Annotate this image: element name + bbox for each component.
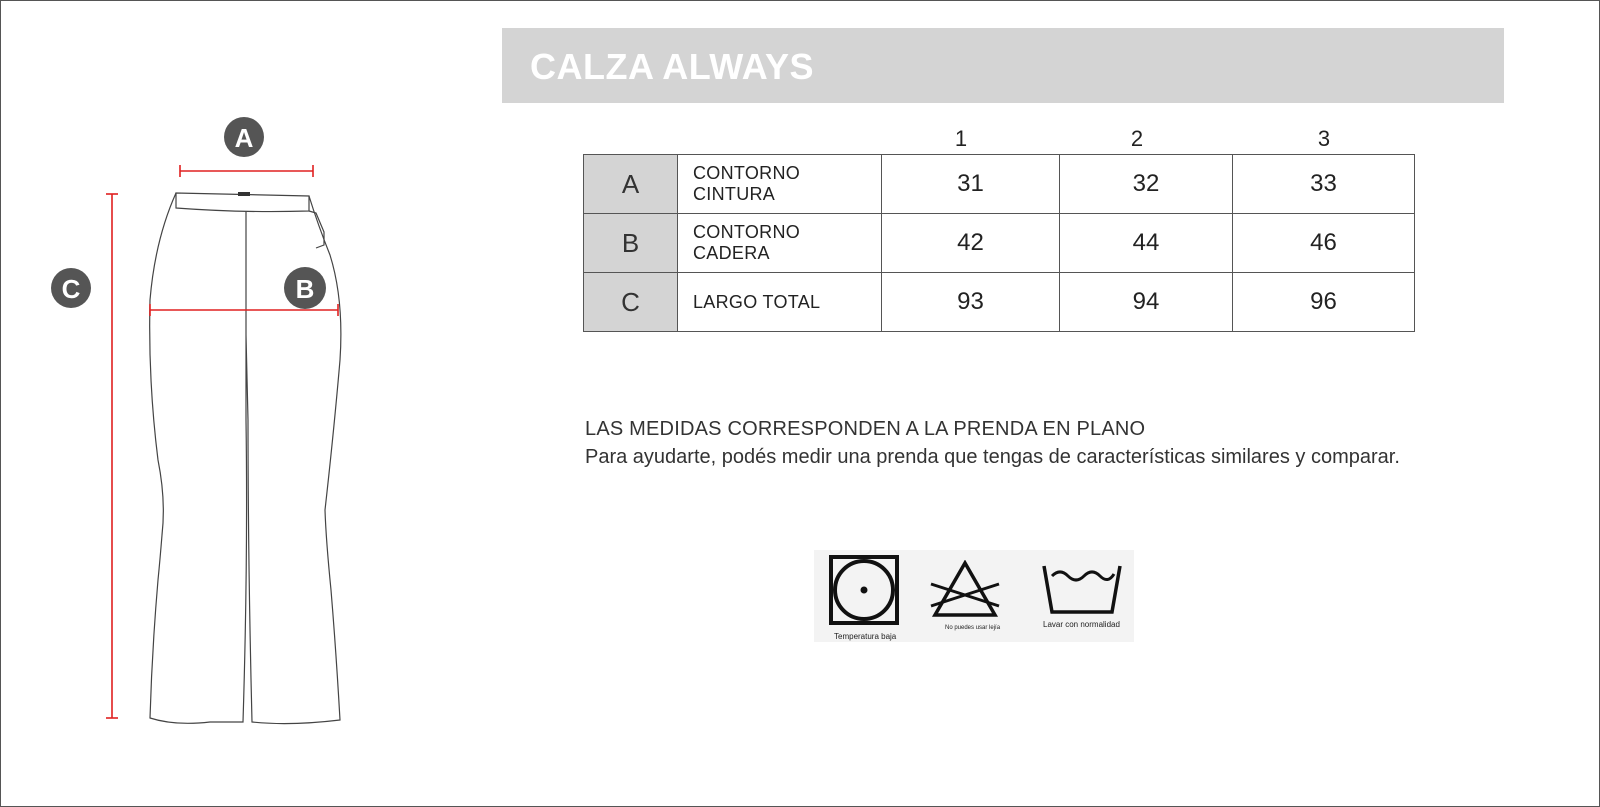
- size-value: 96: [1233, 273, 1415, 332]
- no-bleach-icon: [929, 560, 1001, 623]
- row-letter: B: [584, 214, 678, 273]
- title-bar: [502, 28, 1504, 103]
- marker-c: [51, 268, 91, 308]
- measurement-note-text: Para ayudarte, podés medir una prenda que tengas de características similares y comparar.: [585, 446, 1400, 468]
- size-value: 32: [1060, 155, 1233, 214]
- machine-wash-icon: [1042, 562, 1122, 621]
- care-label: Lavar con normalidad: [1043, 620, 1120, 629]
- care-instructions: [814, 550, 1134, 642]
- measurement-note-heading: LAS MEDIDAS CORRESPONDEN A LA PRENDA EN PLANO: [585, 418, 1146, 440]
- row-letter: A: [584, 155, 678, 214]
- page-title: CALZA ALWAYS: [530, 46, 815, 87]
- marker-b: [284, 267, 326, 309]
- pants-diagram: [0, 0, 500, 807]
- table-row: [584, 273, 1415, 332]
- marker-a: [224, 117, 264, 157]
- size-value: 44: [1060, 214, 1233, 273]
- table-row: [584, 155, 1415, 214]
- row-label: CONTORNO CADERA: [678, 214, 882, 273]
- table-row: [584, 214, 1415, 273]
- row-letter: C: [584, 273, 678, 332]
- row-label: LARGO TOTAL: [678, 273, 882, 332]
- care-label: Temperatura baja: [834, 632, 897, 641]
- svg-text:C: C: [61, 274, 81, 304]
- size-value: 94: [1060, 273, 1233, 332]
- size-value: 93: [882, 273, 1060, 332]
- tumble-dry-low-icon: [828, 554, 900, 631]
- row-label: CONTORNO CINTURA: [678, 155, 882, 214]
- size-table: [583, 154, 1415, 332]
- size-value: 33: [1233, 155, 1415, 214]
- svg-text:A: A: [234, 123, 254, 153]
- size-column-header: 1: [954, 126, 968, 151]
- svg-text:B: B: [295, 274, 315, 304]
- measure-lines: [106, 165, 338, 718]
- size-value: 42: [882, 214, 1060, 273]
- size-value: 31: [882, 155, 1060, 214]
- care-label: No puedes usar lejía: [945, 625, 1001, 631]
- size-value: 46: [1233, 214, 1415, 273]
- size-column-header: 3: [1317, 126, 1331, 151]
- size-column-header: 2: [1130, 126, 1144, 151]
